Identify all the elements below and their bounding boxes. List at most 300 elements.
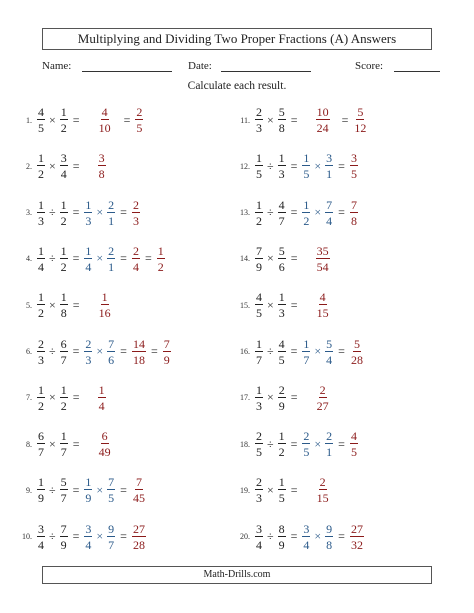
equals-sign: = — [72, 436, 80, 451]
numerator: 2 — [132, 243, 139, 258]
denominator: 9 — [60, 537, 67, 552]
numerator: 5 — [278, 243, 285, 258]
step-operator: × — [314, 158, 322, 173]
fraction-a — [255, 152, 263, 180]
numerator: 4 — [256, 290, 262, 305]
answer-fraction — [132, 476, 146, 504]
score-line — [394, 60, 440, 72]
operator: ÷ — [267, 344, 274, 358]
worksheet-title: Multiplying and Dividing Two Proper Fractions (A) Answers — [42, 28, 432, 50]
answer-fraction — [132, 245, 140, 273]
fraction-a — [255, 476, 263, 504]
denominator: 16 — [98, 306, 111, 321]
problem-item — [14, 424, 120, 464]
problem-item — [232, 146, 359, 186]
numerator: 2 — [326, 429, 333, 444]
denominator: 3 — [38, 213, 44, 228]
denominator: 2 — [256, 213, 262, 228]
operator: × — [267, 112, 274, 127]
answer-fraction — [98, 291, 112, 319]
fraction-a — [255, 338, 263, 366]
numerator: 8 — [278, 521, 285, 536]
denominator: 9 — [256, 259, 262, 274]
numerator: 2 — [319, 382, 326, 397]
equals-sign: = — [72, 390, 80, 405]
step-fraction-a — [84, 523, 92, 551]
equals-sign: = — [338, 529, 345, 544]
answer-fraction — [350, 199, 358, 227]
fraction-a — [37, 384, 45, 412]
operator: × — [267, 297, 274, 312]
answer-fraction — [316, 476, 330, 504]
problem-item — [232, 470, 338, 510]
equals-sign: = — [338, 344, 345, 358]
denominator: 2 — [60, 259, 67, 274]
denominator: 7 — [60, 445, 67, 460]
numerator: 7 — [135, 475, 142, 490]
numerator: 1 — [60, 105, 67, 119]
denominator: 7 — [108, 537, 115, 552]
numerator: 2 — [108, 243, 115, 258]
fraction-b — [60, 152, 68, 180]
denominator: 4 — [326, 213, 333, 228]
equals-sign: = — [338, 205, 345, 220]
fraction-b — [278, 523, 286, 551]
denominator: 1 — [326, 445, 333, 460]
equals-sign: = — [290, 297, 298, 312]
fraction-a — [255, 106, 263, 134]
problem-item — [14, 193, 141, 233]
denominator: 7 — [256, 352, 262, 367]
numerator: 1 — [38, 151, 44, 166]
numerator: 1 — [38, 290, 44, 305]
numerator: 1 — [60, 382, 67, 397]
answer-fraction — [98, 106, 112, 134]
answer-fraction — [316, 245, 330, 273]
step-fraction-a — [302, 338, 310, 366]
denominator: 28 — [350, 352, 363, 367]
numerator: 6 — [60, 336, 67, 351]
numerator: 5 — [326, 336, 333, 351]
fraction-a — [255, 291, 263, 319]
score-field — [355, 60, 440, 74]
numerator: 1 — [38, 475, 44, 490]
operator: ÷ — [267, 529, 274, 544]
numerator: 2 — [38, 336, 44, 351]
step-operator: × — [314, 436, 322, 451]
fraction-a — [37, 523, 45, 551]
numerator: 1 — [60, 429, 67, 444]
step-operator: × — [314, 344, 322, 358]
fraction-b — [278, 384, 286, 412]
denominator: 4 — [132, 259, 139, 274]
problem-item — [14, 517, 147, 557]
operator: × — [49, 436, 56, 451]
answer-fraction — [163, 338, 171, 366]
denominator: 3 — [38, 352, 44, 367]
numerator: 9 — [108, 521, 115, 536]
equals-sign: = — [120, 205, 127, 220]
step-operator: × — [96, 344, 104, 358]
step-fraction-a — [302, 152, 310, 180]
numerator: 1 — [98, 382, 105, 397]
fraction-b — [278, 199, 286, 227]
fraction-a — [37, 199, 45, 227]
problem-item — [14, 378, 114, 418]
denominator: 18 — [132, 352, 145, 367]
problem-number: 1. — [26, 115, 32, 125]
problem-number: 15. — [240, 300, 250, 310]
problem-item — [232, 285, 338, 325]
denominator: 3 — [278, 167, 285, 182]
problem-item — [14, 100, 144, 140]
denominator: 2 — [303, 213, 310, 228]
denominator: 2 — [60, 213, 67, 228]
equals-sign: = — [72, 344, 80, 358]
denominator: 4 — [85, 537, 92, 552]
numerator: 4 — [278, 197, 285, 212]
date-line — [221, 60, 311, 72]
name-label: Name: — [42, 60, 72, 72]
fraction-b — [278, 245, 286, 273]
denominator: 5 — [108, 491, 115, 506]
problem-item — [232, 517, 365, 557]
denominator: 2 — [38, 398, 44, 413]
fraction-a — [37, 476, 45, 504]
equals-sign: = — [72, 297, 80, 312]
numerator: 1 — [256, 382, 262, 397]
numerator: 7 — [350, 197, 357, 212]
answer-fraction — [353, 106, 367, 134]
numerator: 6 — [38, 429, 44, 444]
fraction-a — [37, 338, 45, 366]
step-fraction-reciprocal — [107, 245, 115, 273]
denominator: 7 — [60, 352, 67, 367]
denominator: 32 — [350, 537, 363, 552]
operator: ÷ — [267, 205, 274, 220]
numerator: 1 — [278, 475, 285, 490]
denominator: 3 — [132, 213, 139, 228]
numerator: 2 — [319, 475, 326, 490]
fraction-a — [37, 430, 45, 458]
fraction-a — [37, 245, 45, 273]
equals-sign: = — [72, 112, 80, 127]
answer-fraction — [132, 199, 140, 227]
fraction-b — [60, 384, 68, 412]
step-fraction-a — [302, 199, 310, 227]
denominator: 9 — [278, 537, 285, 552]
fraction-b — [278, 338, 286, 366]
step-operator: × — [96, 482, 104, 497]
fraction-b — [60, 523, 68, 551]
operator: ÷ — [49, 529, 56, 544]
equals-sign: = — [341, 112, 349, 127]
problem-item — [232, 332, 365, 372]
problem-number: 8. — [26, 439, 32, 449]
numerator: 1 — [60, 197, 67, 212]
denominator: 27 — [316, 398, 329, 413]
answer-fraction — [132, 523, 146, 551]
denominator: 5 — [303, 445, 310, 460]
denominator: 3 — [256, 398, 262, 413]
numerator: 3 — [350, 151, 357, 166]
fraction-b — [60, 430, 68, 458]
numerator: 1 — [303, 151, 310, 166]
problem-item — [14, 146, 114, 186]
equals-sign: = — [120, 251, 127, 266]
step-fraction-a — [84, 338, 92, 366]
problem-number: 2. — [26, 161, 32, 171]
denominator: 4 — [85, 259, 92, 274]
numerator: 1 — [85, 243, 92, 258]
numerator: 2 — [303, 429, 310, 444]
operator: × — [49, 112, 56, 127]
denominator: 3 — [278, 306, 285, 321]
numerator: 3 — [85, 521, 92, 536]
denominator: 5 — [256, 306, 262, 321]
denominator: 4 — [326, 352, 333, 367]
denominator: 2 — [60, 398, 67, 413]
numerator: 7 — [256, 243, 262, 258]
answer-fraction — [98, 384, 106, 412]
denominator: 9 — [278, 398, 285, 413]
denominator: 5 — [350, 167, 357, 182]
denominator: 3 — [256, 121, 262, 135]
fraction-a — [37, 152, 45, 180]
problem-item — [232, 424, 359, 464]
numerator: 4 — [38, 105, 44, 119]
denominator: 1 — [326, 167, 333, 182]
answer-fraction — [316, 384, 330, 412]
equals-sign: = — [120, 482, 127, 497]
denominator: 45 — [132, 491, 145, 506]
step-fraction-reciprocal — [325, 338, 333, 366]
numerator: 9 — [326, 521, 333, 536]
denominator: 4 — [303, 537, 310, 552]
numerator: 2 — [278, 382, 285, 397]
denominator: 24 — [316, 121, 329, 135]
numerator: 4 — [278, 336, 285, 351]
fraction-b — [278, 430, 286, 458]
denominator: 2 — [278, 445, 285, 460]
numerator: 7 — [108, 475, 115, 490]
fraction-a — [37, 106, 45, 134]
numerator: 1 — [303, 336, 310, 351]
name-field — [42, 60, 172, 74]
problem-number: 12. — [240, 161, 250, 171]
operator: × — [49, 297, 56, 312]
numerator: 3 — [38, 521, 44, 536]
denominator: 7 — [278, 213, 285, 228]
numerator: 3 — [98, 151, 105, 166]
denominator: 28 — [132, 537, 145, 552]
numerator: 1 — [157, 243, 164, 258]
fraction-b — [278, 291, 286, 319]
numerator: 3 — [326, 151, 333, 166]
name-line — [82, 60, 172, 72]
fraction-b — [60, 476, 68, 504]
problem-item — [14, 470, 147, 510]
answer-fraction — [135, 106, 143, 134]
operator: × — [267, 482, 274, 497]
problem-item — [232, 193, 359, 233]
denominator: 15 — [316, 306, 329, 321]
problem-number: 9. — [26, 485, 32, 495]
step-fraction-reciprocal — [325, 199, 333, 227]
equals-sign: = — [72, 158, 80, 173]
equals-sign: = — [290, 482, 298, 497]
answer-fraction — [316, 291, 330, 319]
date-label: Date: — [188, 60, 212, 72]
numerator: 2 — [256, 105, 262, 119]
problem-item — [14, 285, 120, 325]
problem-number: 3. — [26, 208, 32, 218]
problem-number: 14. — [240, 254, 250, 264]
fraction-a — [37, 291, 45, 319]
numerator: 1 — [256, 197, 262, 212]
equals-sign: = — [290, 205, 298, 220]
numerator: 7 — [60, 521, 67, 536]
denominator: 5 — [303, 167, 310, 182]
numerator: 1 — [85, 475, 92, 490]
numerator: 4 — [350, 429, 357, 444]
equals-sign: = — [72, 482, 80, 497]
numerator: 5 — [357, 105, 364, 119]
numerator: 1 — [256, 151, 262, 166]
denominator: 8 — [350, 213, 357, 228]
fraction-b — [60, 199, 68, 227]
problem-item — [14, 239, 166, 279]
denominator: 54 — [316, 259, 329, 274]
equals-sign: = — [123, 112, 131, 127]
equals-sign: = — [290, 390, 298, 405]
denominator: 1 — [108, 213, 115, 228]
step-fraction-reciprocal — [107, 476, 115, 504]
answer-fraction — [98, 152, 106, 180]
problem-number: 17. — [240, 393, 250, 403]
denominator: 1 — [108, 259, 115, 274]
numerator: 4 — [101, 105, 108, 119]
denominator: 2 — [60, 121, 67, 135]
fraction-a — [255, 199, 263, 227]
operator: ÷ — [49, 205, 56, 220]
numerator: 27 — [132, 521, 145, 536]
denominator: 4 — [60, 167, 67, 182]
fraction-a — [255, 430, 263, 458]
denominator: 8 — [278, 121, 285, 135]
step-operator: × — [96, 529, 104, 544]
numerator: 7 — [326, 197, 333, 212]
step-fraction-reciprocal — [325, 430, 333, 458]
numerator: 3 — [60, 151, 67, 166]
denominator: 2 — [38, 167, 44, 182]
denominator: 3 — [85, 213, 92, 228]
numerator: 6 — [101, 429, 108, 444]
denominator: 15 — [316, 491, 329, 506]
problem-number: 4. — [26, 254, 32, 264]
answer-fraction — [157, 245, 165, 273]
denominator: 9 — [85, 491, 92, 506]
denominator: 2 — [157, 259, 164, 274]
denominator: 4 — [38, 537, 44, 552]
equals-sign: = — [290, 112, 298, 127]
denominator: 5 — [136, 121, 143, 135]
operator: ÷ — [267, 436, 274, 451]
step-operator: × — [96, 205, 104, 220]
step-operator: × — [314, 205, 322, 220]
denominator: 3 — [85, 352, 92, 367]
numerator: 3 — [256, 521, 262, 536]
problem-number: 16. — [240, 347, 250, 356]
numerator: 5 — [278, 105, 285, 119]
problem-item — [14, 332, 172, 372]
numerator: 1 — [303, 197, 310, 212]
step-fraction-a — [84, 245, 92, 273]
score-label: Score: — [355, 60, 384, 72]
numerator: 5 — [353, 336, 360, 351]
numerator: 2 — [256, 429, 262, 444]
step-fraction-reciprocal — [325, 152, 333, 180]
problem-number: 10. — [22, 532, 32, 542]
denominator: 49 — [98, 445, 111, 460]
equals-sign: = — [290, 344, 298, 358]
problem-number: 19. — [240, 485, 250, 495]
denominator: 10 — [98, 121, 111, 135]
step-fraction-reciprocal — [107, 338, 115, 366]
denominator: 12 — [354, 121, 367, 135]
numerator: 3 — [303, 521, 310, 536]
answer-fraction — [98, 430, 112, 458]
numerator: 1 — [60, 243, 67, 258]
operator: ÷ — [49, 482, 56, 497]
step-fraction-reciprocal — [107, 199, 115, 227]
equals-sign: = — [338, 436, 345, 451]
numerator: 1 — [278, 151, 285, 166]
denominator: 3 — [256, 491, 262, 506]
equals-sign: = — [120, 344, 127, 358]
equals-sign: = — [338, 158, 345, 173]
numerator: 1 — [101, 290, 108, 305]
equals-sign: = — [290, 158, 298, 173]
problem-item — [232, 378, 338, 418]
denominator: 9 — [163, 352, 170, 367]
numerator: 2 — [132, 197, 139, 212]
denominator: 4 — [98, 398, 105, 413]
numerator: 1 — [85, 197, 92, 212]
footer-source: Math-Drills.com — [42, 566, 432, 584]
problem-number: 18. — [240, 439, 250, 449]
operator: ÷ — [49, 251, 56, 266]
operator: ÷ — [49, 344, 56, 358]
equals-sign: = — [290, 251, 298, 266]
equals-sign: = — [150, 344, 158, 358]
denominator: 4 — [256, 537, 262, 552]
equals-sign: = — [120, 529, 127, 544]
denominator: 9 — [38, 491, 44, 506]
numerator: 4 — [319, 290, 326, 305]
numerator: 1 — [38, 243, 44, 258]
step-operator: × — [96, 251, 104, 266]
step-fraction-a — [84, 476, 92, 504]
equals-sign: = — [72, 251, 80, 266]
numerator: 27 — [350, 521, 363, 536]
fraction-b — [278, 106, 286, 134]
problem-number: 20. — [240, 532, 250, 542]
answer-fraction — [350, 523, 364, 551]
denominator: 7 — [38, 445, 44, 460]
numerator: 1 — [278, 290, 285, 305]
instructions: Calculate each result. — [187, 80, 287, 92]
